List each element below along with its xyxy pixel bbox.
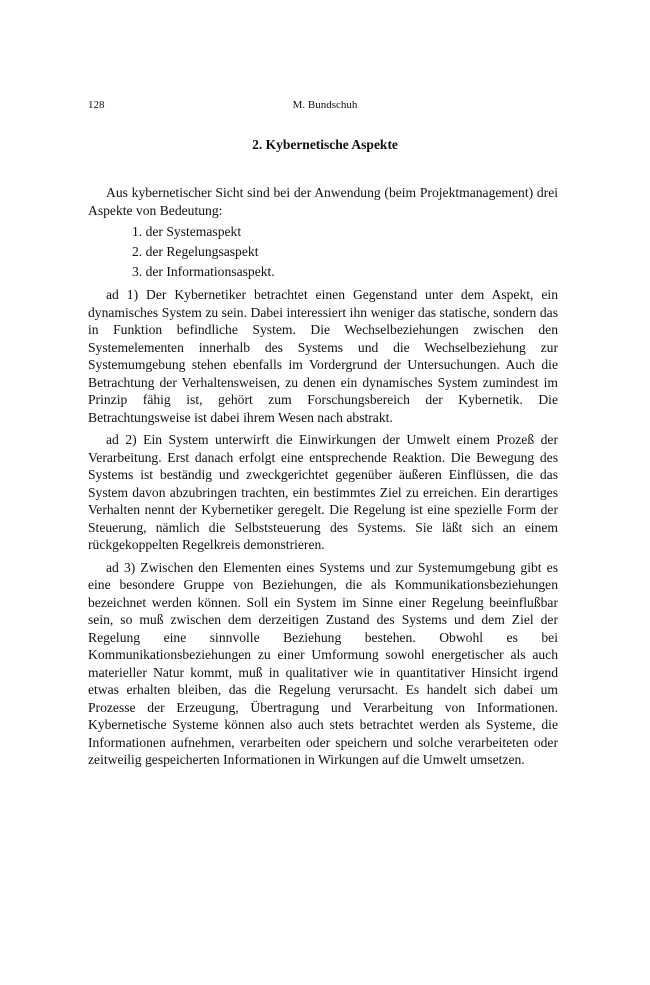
paragraph-ad-1: ad 1) Der Kybernetiker betrachtet einen Gegenstand unter dem Aspekt, ein dynamisches System zu sein. Dabei interessiert ihn weniger das statische, sondern das in Funktion befindliche System. Die Wechselbeziehungen zwischen den Systemelementen innerhalb des Systems und die Wechselbeziehung zur Systemumgebung stehen ebenfalls im Vordergrund der Untersuchungen. Auch die Betrachtung der Verhaltensweisen, zu denen ein dynamisches System zumindest im Prinzip fähig ist, gehört zum Forschungsbereich der Kybernetik. Die Betrachtungsweise ist dabei ihrem Wesen nach abstrakt. <box>88 287 558 425</box>
page-number: 128 <box>88 99 105 111</box>
aspect-item: 2. der Regelungsaspekt <box>132 244 259 259</box>
section-title: 2. Kybernetische Aspekte <box>252 137 398 152</box>
paragraph-ad-3: ad 3) Zwischen den Elementen eines Systems und zur Systemumgebung gibt es eine besondere Gruppe von Beziehungen, die als Kommunikationsbeziehungen bezeichnet werden können. Soll ein System im Sinne einer Regelung beeinflußbar sein, so muß zwischen dem derzeitigen Zustand des Systems und dem Ziel der Regelung eine sinnvolle Beziehung bestehen. Obwohl es bei Kommunikationsbeziehungen zu einer Umformung sowohl energetischer als auch materieller Natur kommt, muß in qualitativer wie in quantitativer Hinsicht irgend etwas erhalten bleiben, das die Regelung verursacht. Es handelt sich dabei um Prozesse der Erzeugung, Übertragung und Verarbeitung von Informationen. Kybernetische Systeme können also auch stets betrachtet werden als Systeme, die Informationen aufnehmen, verarbeiten oder speichern und solche verarbeiteten oder zeitweilig gespeicherten Informationen in Wirkungen auf die Umwelt umsetzen. <box>88 559 558 767</box>
aspects-list <box>88 222 558 282</box>
intro-paragraph: Aus kybernetischer Sicht sind bei der Anwendung (beim Projektmanagement) drei Aspekte von Bedeutung: <box>88 185 558 218</box>
running-head: M. Bundschuh <box>292 99 358 111</box>
paragraph-ad-2: ad 2) Ein System unterwirft die Einwirkungen der Umwelt einem Prozeß der Verarbeitung. Erst danach erfolgt eine entsprechende Reaktion. Die Bewegung des Systems ist beständig und zweckgerichtet gegenüber äußeren Einflüssen, die das System davon abzubringen trachten, ein bestimmtes Ziel zu erreichen. Ein derartiges Verhalten nennt der Kybernetiker geregelt. Die Regelung ist eine spezielle Form der Steuerung, nämlich die Selbststeuerung des Systems. Sie läßt sich an einem rückgekoppelten Regelkreis demonstrieren. <box>88 432 558 552</box>
body-text <box>88 184 558 769</box>
aspect-item: 3. der Informationsaspekt. <box>132 264 275 279</box>
aspect-item: 1. der Systemaspekt <box>132 224 242 239</box>
